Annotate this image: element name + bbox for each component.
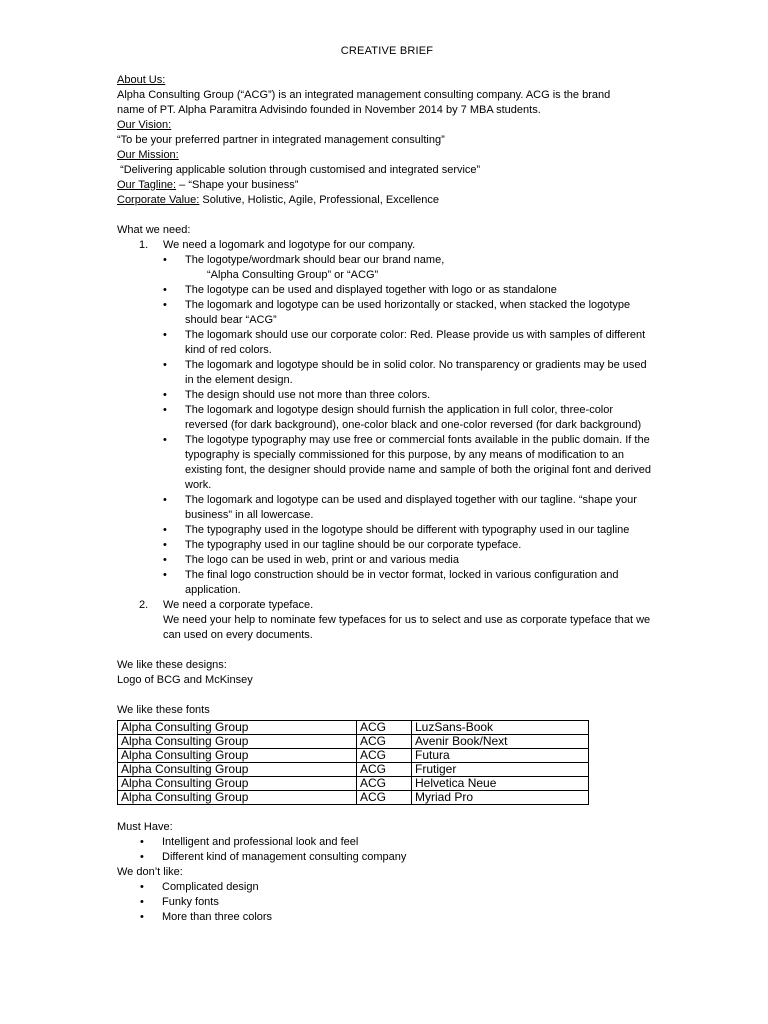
creative-brief-document — [117, 44, 657, 925]
list-item: • The logotype typography may use free or commercial fonts available in the public domain. If the typography is specially commissioned for this purpose, by any means of modification to an existing font, the designer should provide name and sample of both the original font and derived work. — [163, 433, 653, 493]
table-cell-name: Alpha Consulting Group — [118, 777, 357, 791]
list-item: • The logomark should use our corporate color: Red. Please provide us with samples of different kind of red colors. — [163, 328, 653, 358]
needs-item-2-detail: We need your help to nominate few typefaces for us to select and use as corporate typeface that we can used on every documents. — [163, 614, 654, 641]
tagline-heading: Our Tagline: — [117, 179, 177, 191]
list-item: • The logomark and logotype can be used and displayed together with our tagline. “shape your business” in all lowercase. — [163, 493, 653, 523]
vision-heading: Our Vision: — [117, 119, 172, 131]
list-item: • The final logo construction should be in vector format, locked in various configuration and application. — [163, 568, 653, 598]
must-have-heading: Must Have: — [117, 821, 173, 833]
needs-heading: What we need: — [117, 224, 191, 236]
document-title: CREATIVE BRIEF — [340, 45, 434, 57]
list-item: • Intelligent and professional look and feel — [117, 835, 657, 850]
dont-like-heading: We don’t like: — [117, 866, 183, 878]
corporate-value-text: Solutive, Holistic, Agile, Professional, Excellence — [199, 194, 440, 206]
about-heading: About Us: — [117, 74, 166, 86]
table-cell-name: Alpha Consulting Group — [118, 735, 357, 749]
needs-item-2-text: We need a corporate typeface. — [163, 599, 314, 611]
corporate-value-heading: Corporate Value: — [117, 194, 200, 206]
table-cell-name: Alpha Consulting Group — [118, 791, 357, 805]
table-row — [118, 791, 589, 805]
list-item: • The logotype/wordmark should bear our brand name, “Alpha Consulting Group” or “ACG” — [163, 253, 653, 283]
table-cell-font: Frutiger — [412, 763, 589, 777]
mission-text: “Delivering applicable solution through customised and integrated service” — [117, 164, 481, 176]
vision-text: “To be your preferred partner in integrated management consulting” — [117, 134, 445, 146]
list-item: • The typography used in the logotype should be different with typography used in our tagline — [163, 523, 653, 538]
needs-item-2-number: 2. — [139, 599, 149, 611]
table-cell-name: Alpha Consulting Group — [118, 763, 357, 777]
like-designs-text: Logo of BCG and McKinsey — [117, 674, 253, 686]
mission-heading: Our Mission: — [117, 149, 179, 161]
list-item: • The logomark and logotype should be in solid color. No transparency or gradients may be used in the element design. — [163, 358, 653, 388]
table-cell-font: Helvetica Neue — [412, 777, 589, 791]
list-item: • The logo can be used in web, print or and various media — [163, 553, 653, 568]
needs-item-1-text: We need a logomark and logotype for our company. — [163, 239, 416, 251]
list-item: • Complicated design — [117, 880, 657, 895]
table-cell-abbr: ACG — [357, 721, 412, 735]
must-have-list — [117, 835, 657, 865]
like-designs-heading: We like these designs: — [117, 659, 227, 671]
table-row — [118, 735, 589, 749]
needs-list — [117, 238, 657, 643]
table-cell-abbr: ACG — [357, 749, 412, 763]
corporate-value-line — [117, 193, 657, 208]
table-cell-name: Alpha Consulting Group — [118, 721, 357, 735]
table-cell-font: Myriad Pro — [412, 791, 589, 805]
tagline-line — [117, 178, 657, 193]
table-row — [118, 763, 589, 777]
list-item: • The design should use not more than three colors. — [163, 388, 653, 403]
table-cell-font: Futura — [412, 749, 589, 763]
table-cell-name: Alpha Consulting Group — [118, 749, 357, 763]
list-item: • More than three colors — [117, 910, 657, 925]
table-cell-abbr: ACG — [357, 791, 412, 805]
table-cell-abbr: ACG — [357, 763, 412, 777]
like-fonts-heading: We like these fonts — [117, 704, 210, 716]
table-cell-abbr: ACG — [357, 777, 412, 791]
about-text-line-1: Alpha Consulting Group (“ACG”) is an integrated management consulting company. ACG is the brand — [117, 89, 611, 101]
fonts-table — [117, 720, 589, 805]
list-item: • The logomark and logotype can be used horizontally or stacked, when stacked the logotype should bear “ACG” — [163, 298, 653, 328]
tagline-text: – “Shape your business” — [176, 179, 299, 191]
table-cell-abbr: ACG — [357, 735, 412, 749]
about-text-line-2: name of PT. Alpha Paramitra Advisindo founded in November 2014 by 7 MBA students. — [117, 104, 541, 116]
list-item: • The typography used in our tagline should be our corporate typeface. — [163, 538, 653, 553]
list-item: • Different kind of management consulting company — [117, 850, 657, 865]
table-row — [118, 777, 589, 791]
needs-item-2 — [117, 598, 657, 643]
table-cell-font: LuzSans-Book — [412, 721, 589, 735]
table-cell-font: Avenir Book/Next — [412, 735, 589, 749]
table-row — [118, 749, 589, 763]
needs-item-1-number: 1. — [139, 239, 149, 251]
brand-name-line: “Alpha Consulting Group” or “ACG” — [207, 269, 379, 281]
dont-like-list — [117, 880, 657, 925]
needs-item-1 — [117, 238, 657, 598]
list-item: • The logomark and logotype design should furnish the application in full color, three-color reversed (for dark background), one-color black and one-color reversed (for dark background) — [163, 403, 653, 433]
table-row — [118, 721, 589, 735]
logo-requirements-list — [163, 253, 657, 598]
list-item: • Funky fonts — [117, 895, 657, 910]
list-item: • The logotype can be used and displayed together with logo or as standalone — [163, 283, 653, 298]
